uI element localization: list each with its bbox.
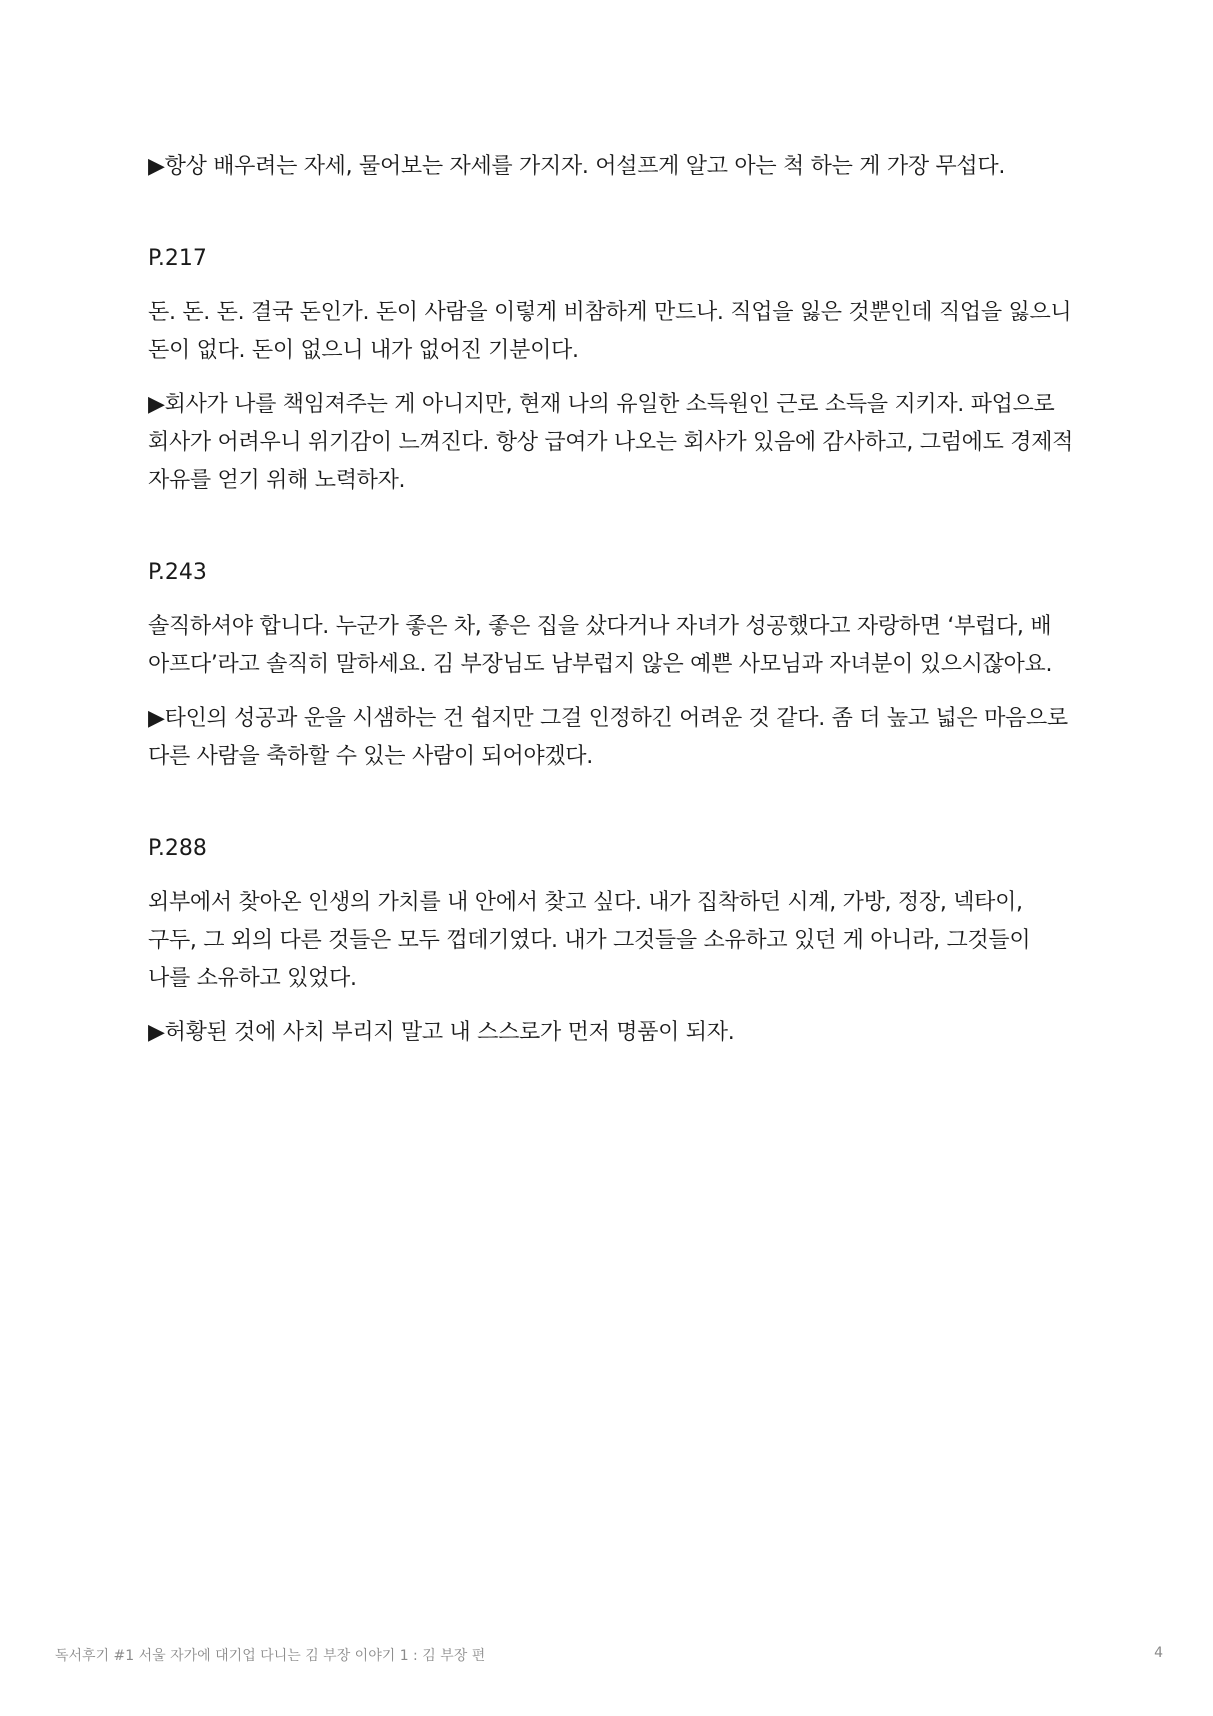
reflection-text: ▶회사가 나를 책임져주는 게 아니지만, 현재 나의 유일한 소득원인 근로 소득을 지키자. 파업으로 회사가 어려우니 위기감이 느껴진다. 항상 급여가 나오는 회사가 있음에 감사하고, 그럼에도 경제적 자유를 얻기 위해 노력하자. [148, 392, 1074, 493]
footer-title: 독서후기 #1 서울 자가에 대기업 다니는 김 부장 이야기 1 : 김 부장 편 [55, 1648, 486, 1664]
page-reference: P.217 [148, 246, 207, 271]
reflection-text: ▶타인의 성공과 운을 시샘하는 건 쉽지만 그걸 인정하긴 어려운 것 같다. 좀 더 높고 넓은 마음으로 다른 사람을 축하할 수 있는 사람이 되어야겠다. [148, 706, 1068, 769]
quote-text: 외부에서 찾아온 인생의 가치를 내 안에서 찾고 싶다. 내가 집착하던 시계, 가방, 정장, 넥타이, 구두, 그 외의 다른 것들은 모두 껍데기였다. 내가 그것들을 소유하고 있던 게 아니라, 그것들이 나를 소유하고 있었다. [148, 890, 1031, 991]
quote-text: 돈. 돈. 돈. 결국 돈인가. 돈이 사람을 이렇게 비참하게 만드나. 직업을 잃은 것뿐인데 직업을 잃으니 돈이 없다. 돈이 없으니 내가 없어진 기분이다. [148, 300, 1072, 363]
document-body [148, 148, 1078, 1052]
page-reference: P.288 [148, 836, 207, 861]
page-reference: P.243 [148, 560, 207, 585]
quote-text: 솔직하셔야 합니다. 누군가 좋은 차, 좋은 집을 샀다거나 자녀가 성공했다고 자랑하면 ‘부럽다, 배 아프다’라고 솔직히 말하세요. 김 부장님도 남부럽지 않은 예쁜 사모님과 자녀분이 있으시잖아요. [148, 614, 1053, 677]
reflection-text: ▶항상 배우려는 자세, 물어보는 자세를 가지자. 어설프게 알고 아는 척 하는 게 가장 무섭다. [148, 154, 1006, 179]
reflection-text: ▶허황된 것에 사치 부리지 말고 내 스스로가 먼저 명품이 되자. [148, 1020, 735, 1045]
footer-page-number: 4 [1154, 1645, 1163, 1661]
